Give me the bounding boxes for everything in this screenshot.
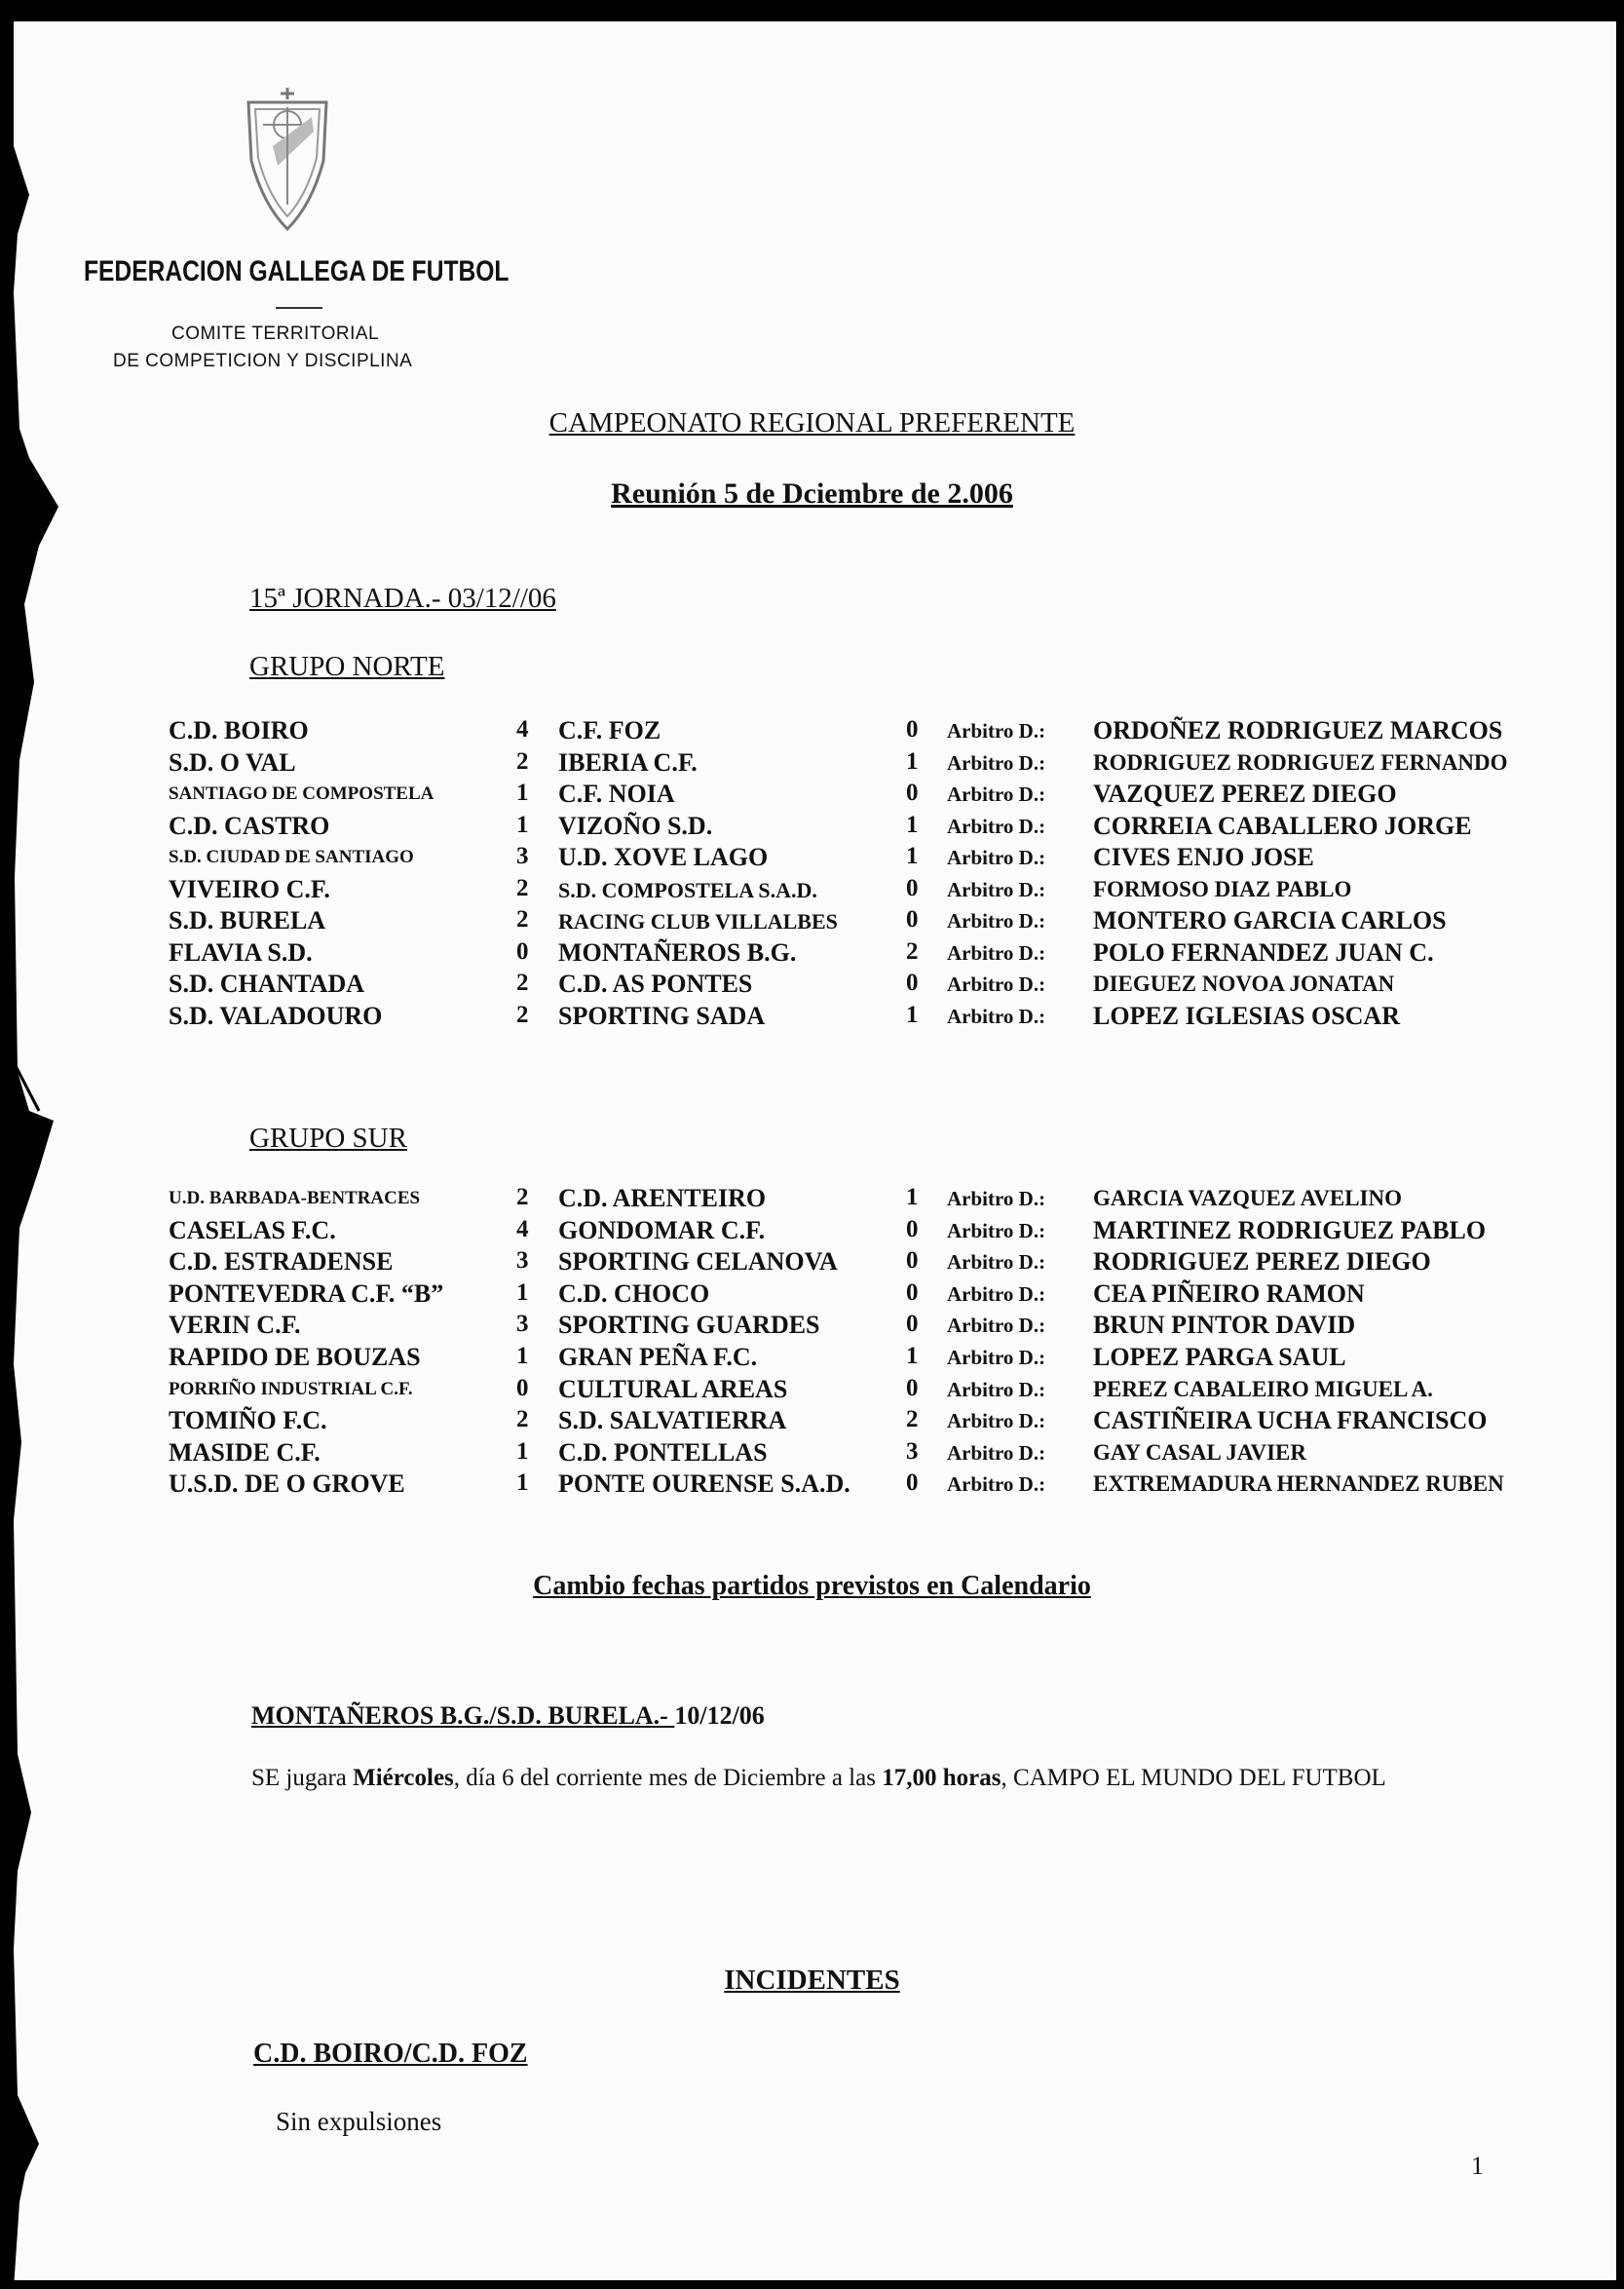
away-score: 0	[906, 716, 919, 743]
committee-line-2: DE COMPETICION Y DISCIPLINA	[113, 351, 413, 371]
group-sur-heading: GRUPO SUR	[249, 1123, 407, 1154]
home-team: MASIDE C.F.	[169, 1437, 321, 1467]
referee-label: Arbitro D.:	[947, 782, 1046, 806]
referee-label: Arbitro D.:	[947, 877, 1046, 901]
referee-name: CEA PIÑEIRO RAMON	[1093, 1278, 1365, 1308]
home-team: CASELAS F.C.	[169, 1215, 336, 1244]
away-team: C.D. ARENTEIRO	[558, 1184, 767, 1212]
schedule-change-heading: Cambio fechas partidos previstos en Calendario	[533, 1571, 1091, 1601]
away-team: SPORTING CELANOVA	[558, 1247, 838, 1277]
torn-edge	[0, 0, 68, 2289]
referee-label: Arbitro D.:	[947, 1218, 1046, 1242]
incident-text: Sin expulsiones	[276, 2107, 442, 2136]
away-score: 3	[906, 1437, 919, 1465]
schedule-change-match	[251, 1701, 765, 1731]
away-score: 0	[906, 1311, 919, 1338]
schedule-day: Miércoles	[353, 1765, 454, 1791]
referee-name: LOPEZ IGLESIAS OSCAR	[1093, 1001, 1400, 1030]
away-score: 0	[906, 1374, 919, 1401]
match-row	[0, 1343, 1624, 1372]
document-title: CAMPEONATO REGIONAL PREFERENTE	[548, 407, 1076, 439]
referee-name: BRUN PINTOR DAVID	[1093, 1311, 1356, 1340]
home-team: U.S.D. DE O GROVE	[169, 1469, 405, 1499]
referee-name: GAY CASAL JAVIER	[1093, 1439, 1306, 1465]
referee-label: Arbitro D.:	[947, 940, 1046, 965]
match-row	[0, 1279, 1624, 1309]
away-team: IBERIA C.F.	[558, 747, 698, 777]
referee-label: Arbitro D.:	[947, 973, 1046, 996]
schedule-match-teams: MONTAÑEROS B.G./S.D. BURELA.-	[251, 1701, 675, 1730]
home-score: 3	[516, 1247, 529, 1275]
home-score: 2	[516, 874, 529, 901]
away-team: SPORTING GUARDES	[558, 1311, 820, 1340]
away-score: 0	[906, 906, 919, 933]
referee-name: POLO FERNANDEZ JUAN C.	[1093, 937, 1434, 967]
page-number: 1	[1471, 2152, 1484, 2180]
match-row	[0, 1469, 1624, 1499]
referee-name: VAZQUEZ PEREZ DIEGO	[1093, 780, 1397, 808]
referee-label: Arbitro D.:	[947, 1314, 1046, 1338]
away-score: 2	[906, 1406, 919, 1433]
referee-label: Arbitro D.:	[947, 1377, 1046, 1401]
home-team: C.D. CASTRO	[169, 811, 330, 840]
referee-label: Arbitro D.:	[947, 719, 1046, 743]
home-team: SANTIAGO DE COMPOSTELA	[169, 783, 434, 804]
group-norte-heading: GRUPO NORTE	[249, 651, 445, 682]
away-score: 0	[906, 1469, 919, 1497]
home-score: 3	[516, 843, 529, 869]
referee-label: Arbitro D.:	[947, 909, 1046, 933]
match-row	[0, 1438, 1624, 1468]
referee-name: CIVES ENJO JOSE	[1093, 843, 1314, 871]
home-score: 4	[516, 716, 529, 743]
home-score: 2	[516, 970, 529, 996]
home-score: 1	[516, 780, 529, 806]
referee-name: RODRIGUEZ RODRIGUEZ FERNANDO	[1093, 749, 1508, 775]
match-row	[0, 1184, 1624, 1213]
referee-name: ORDOÑEZ RODRIGUEZ MARCOS	[1093, 716, 1503, 744]
match-row	[0, 812, 1624, 841]
home-team: S.D. CHANTADA	[169, 970, 365, 998]
referee-label: Arbitro D.:	[947, 1409, 1046, 1433]
match-row	[0, 970, 1624, 999]
referee-label: Arbitro D.:	[947, 814, 1046, 838]
home-score: 2	[516, 1001, 529, 1028]
referee-name: MARTINEZ RODRIGUEZ PABLO	[1093, 1215, 1487, 1244]
schedule-text-part: , día 6 del corriente mes de Diciembre a las	[453, 1765, 883, 1791]
away-team: C.F. NOIA	[558, 780, 675, 808]
schedule-change-text	[251, 1762, 1498, 1795]
home-score: 2	[516, 906, 529, 933]
away-score: 1	[906, 1343, 919, 1369]
match-row	[0, 843, 1624, 872]
committee-line-1: COMITE TERRITORIAL	[171, 324, 380, 344]
away-team: VIZOÑO S.D.	[558, 811, 713, 840]
home-team: S.D. VALADOURO	[169, 1001, 383, 1030]
home-team: FLAVIA S.D.	[169, 937, 313, 967]
home-team: PORRIÑO INDUSTRIAL C.F.	[169, 1378, 413, 1399]
match-row	[0, 1216, 1624, 1245]
away-score: 1	[906, 1001, 919, 1028]
match-row	[0, 875, 1624, 904]
schedule-text-part: , CAMPO EL MUNDO DEL FUTBOL	[1001, 1765, 1386, 1791]
home-team: PONTEVEDRA C.F. “B”	[169, 1278, 444, 1308]
away-team: PONTE OURENSE S.A.D.	[558, 1469, 850, 1499]
schedule-text-part: SE jugara	[251, 1765, 354, 1791]
match-row	[0, 1311, 1624, 1340]
referee-name: CORREIA CABALLERO JORGE	[1093, 811, 1472, 840]
home-score: 4	[516, 1215, 529, 1242]
home-score: 1	[516, 1469, 529, 1497]
away-score: 0	[906, 1247, 919, 1275]
away-score: 1	[906, 843, 919, 869]
away-team: C.D. CHOCO	[558, 1278, 710, 1308]
referee-name: GARCIA VAZQUEZ AVELINO	[1093, 1186, 1402, 1210]
away-team: GONDOMAR C.F.	[558, 1215, 766, 1244]
referee-name: PEREZ CABALEIRO MIGUEL A.	[1093, 1376, 1433, 1401]
incidents-heading: INCIDENTES	[724, 1965, 900, 1996]
referee-label: Arbitro D.:	[947, 846, 1046, 869]
jornada-heading: 15ª JORNADA.- 03/12//06	[249, 583, 556, 614]
referee-name: EXTREMADURA HERNANDEZ RUBEN	[1093, 1471, 1504, 1497]
away-team: SPORTING SADA	[558, 1001, 766, 1030]
home-team: S.D. O VAL	[169, 747, 296, 777]
home-score: 1	[516, 1278, 529, 1306]
referee-label: Arbitro D.:	[947, 1440, 1046, 1465]
referee-label: Arbitro D.:	[947, 1472, 1046, 1497]
match-row	[0, 1002, 1624, 1031]
home-score: 0	[516, 937, 529, 965]
federation-shield-logo	[244, 88, 331, 234]
home-team: C.D. ESTRADENSE	[169, 1247, 394, 1277]
away-team: CULTURAL AREAS	[558, 1374, 788, 1403]
home-team: S.D. CIUDAD DE SANTIAGO	[169, 847, 414, 867]
away-score: 0	[906, 1278, 919, 1306]
away-team: GRAN PEÑA F.C.	[558, 1343, 758, 1371]
federation-name: FEDERACION GALLEGA DE FUTBOL	[84, 255, 510, 287]
away-score: 0	[906, 1215, 919, 1242]
home-team: VIVEIRO C.F.	[169, 874, 330, 903]
match-row	[0, 906, 1624, 935]
match-row	[0, 1406, 1624, 1435]
referee-label: Arbitro D.:	[947, 750, 1046, 775]
home-score: 0	[516, 1374, 529, 1401]
home-team: VERIN C.F.	[169, 1311, 301, 1340]
home-score: 1	[516, 1343, 529, 1369]
away-score: 1	[906, 747, 919, 775]
home-score: 1	[516, 811, 529, 838]
home-team: TOMIÑO F.C.	[169, 1406, 327, 1435]
referee-name: LOPEZ PARGA SAUL	[1093, 1343, 1346, 1371]
header-divider	[276, 307, 322, 309]
home-score: 2	[516, 1184, 529, 1210]
home-team: S.D. BURELA	[169, 906, 326, 935]
home-team: C.D. BOIRO	[169, 716, 309, 744]
match-row	[0, 748, 1624, 778]
home-score: 3	[516, 1311, 529, 1338]
referee-name: RODRIGUEZ PEREZ DIEGO	[1093, 1247, 1431, 1277]
away-score: 1	[906, 811, 919, 838]
away-team: S.D. SALVATIERRA	[558, 1406, 787, 1435]
home-score: 1	[516, 1437, 529, 1465]
referee-label: Arbitro D.:	[947, 1346, 1046, 1369]
away-team: C.D. PONTELLAS	[558, 1437, 768, 1467]
away-team: C.D. AS PONTES	[558, 970, 753, 998]
referee-name: DIEGUEZ NOVOA JONATAN	[1093, 972, 1395, 996]
away-team: RACING CLUB VILLALBES	[558, 909, 838, 934]
away-team: U.D. XOVE LAGO	[558, 843, 769, 871]
away-team: C.F. FOZ	[558, 716, 661, 744]
referee-label: Arbitro D.:	[947, 1004, 1046, 1028]
match-row	[0, 1247, 1624, 1277]
incident-match: C.D. BOIRO/C.D. FOZ	[253, 2039, 528, 2069]
match-row	[0, 938, 1624, 968]
referee-name: MONTERO GARCIA CARLOS	[1093, 906, 1447, 935]
match-row	[0, 1375, 1624, 1404]
away-team: MONTAÑEROS B.G.	[558, 937, 797, 967]
away-score: 0	[906, 874, 919, 901]
home-team: U.D. BARBADA-BENTRACES	[169, 1188, 421, 1208]
referee-label: Arbitro D.:	[947, 1250, 1046, 1275]
referee-name: CASTIÑEIRA UCHA FRANCISCO	[1093, 1406, 1488, 1435]
match-row	[0, 780, 1624, 809]
away-score: 1	[906, 1184, 919, 1210]
home-score: 2	[516, 1406, 529, 1433]
referee-name: FORMOSO DIAZ PABLO	[1093, 876, 1352, 901]
away-score: 2	[906, 937, 919, 965]
home-score: 2	[516, 747, 529, 775]
match-row	[0, 716, 1624, 745]
away-team: S.D. COMPOSTELA S.A.D.	[558, 877, 817, 902]
away-score: 0	[906, 780, 919, 806]
home-team: RAPIDO DE BOUZAS	[169, 1343, 421, 1371]
away-score: 0	[906, 970, 919, 996]
schedule-time: 17,00 horas	[882, 1765, 1001, 1791]
schedule-match-date: 10/12/06	[674, 1701, 765, 1730]
referee-label: Arbitro D.:	[947, 1281, 1046, 1306]
referee-label: Arbitro D.:	[947, 1187, 1046, 1210]
meeting-date: Reunión 5 de Dciembre de 2.006	[611, 477, 1013, 510]
